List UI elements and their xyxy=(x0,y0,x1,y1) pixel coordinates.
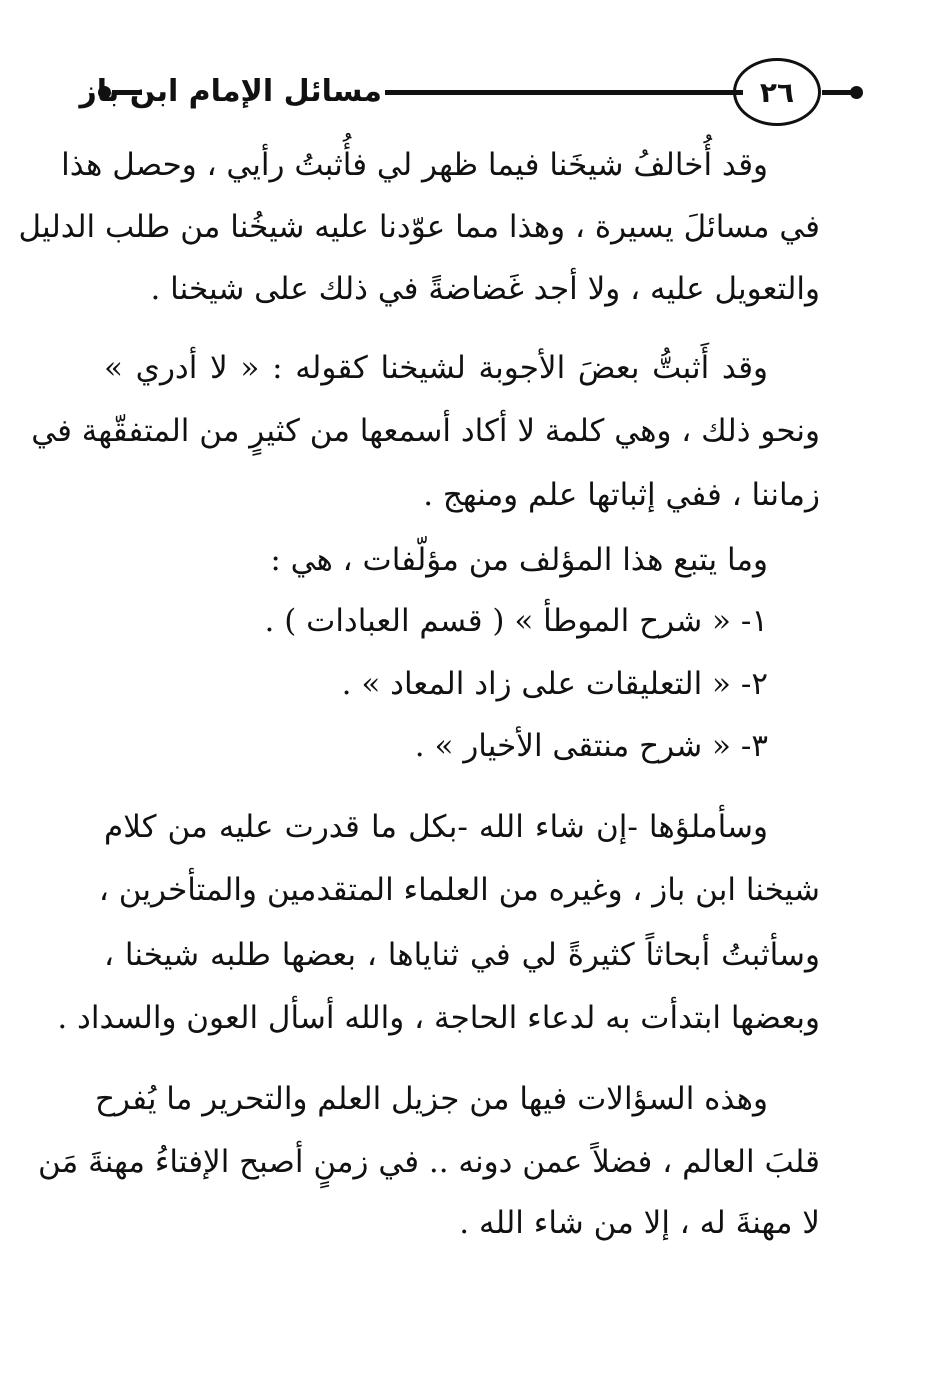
header-rule xyxy=(385,90,743,95)
text-line: لا مهنةَ له ، إلا من شاء الله . xyxy=(459,1205,820,1241)
text-line: والتعويل عليه ، ولا أجد غَضاضةً في ذلك على شيخنا . xyxy=(150,271,820,307)
text-line: وما يتبع هذا المؤلف من مؤلّفات ، هي : xyxy=(270,542,768,578)
text-line: وسأثبتُ أبحاثاً كثيرةً لي في ثناياها ، بعضها طلبه شيخنا ، xyxy=(104,937,820,973)
text-line: شيخنا ابن باز ، وغيره من العلماء المتقدمين والمتأخرين ، xyxy=(98,872,820,908)
page-number xyxy=(733,58,821,126)
text-line: وبعضها ابتدأت به لدعاء الحاجة ، والله أسأل العون والسداد . xyxy=(57,1000,820,1036)
text-line: وقد أَثبتُّ بعضَ الأجوبة لشيخنا كقوله : « لا أدري » xyxy=(104,350,768,386)
text-line: وهذه السؤالات فيها من جزيل العلم والتحرير ما يُفرح xyxy=(95,1081,768,1117)
text-line: وقد أُخالفُ شيخَنا فيما ظهر لي فأُثبتُ رأيي ، وحصل هذا xyxy=(61,147,768,183)
page-header xyxy=(0,52,948,132)
header-rule xyxy=(822,90,852,95)
list-item: ٢- « التعليقات على زاد المعاد » . xyxy=(341,666,768,702)
text-line: قلبَ العالم ، فضلاً عمن دونه .. في زمنٍ أصبح الإفتاءُ مهنةَ مَن xyxy=(38,1144,820,1180)
running-title: مسائل الإمام ابن باز xyxy=(79,74,382,109)
text-line: ونحو ذلك ، وهي كلمة لا أكاد أسمعها من كثيرٍ من المتفقّهة في xyxy=(31,413,820,449)
page-number-text: ٢٦ xyxy=(759,75,795,109)
text-line: زماننا ، ففي إثباتها علم ومنهج . xyxy=(423,477,820,513)
text-line: وسأملؤها -إن شاء الله -بكل ما قدرت عليه من كلام xyxy=(104,809,768,845)
list-item: ٣- « شرح منتقى الأخيار » . xyxy=(414,728,768,764)
header-ornament-dot-right xyxy=(850,86,863,99)
list-item: ١- « شرح الموطأ » ( قسم العبادات ) . xyxy=(264,603,768,639)
text-line: في مسائلَ يسيرة ، وهذا مما عوّدنا عليه شيخُنا من طلب الدليل xyxy=(18,209,820,245)
